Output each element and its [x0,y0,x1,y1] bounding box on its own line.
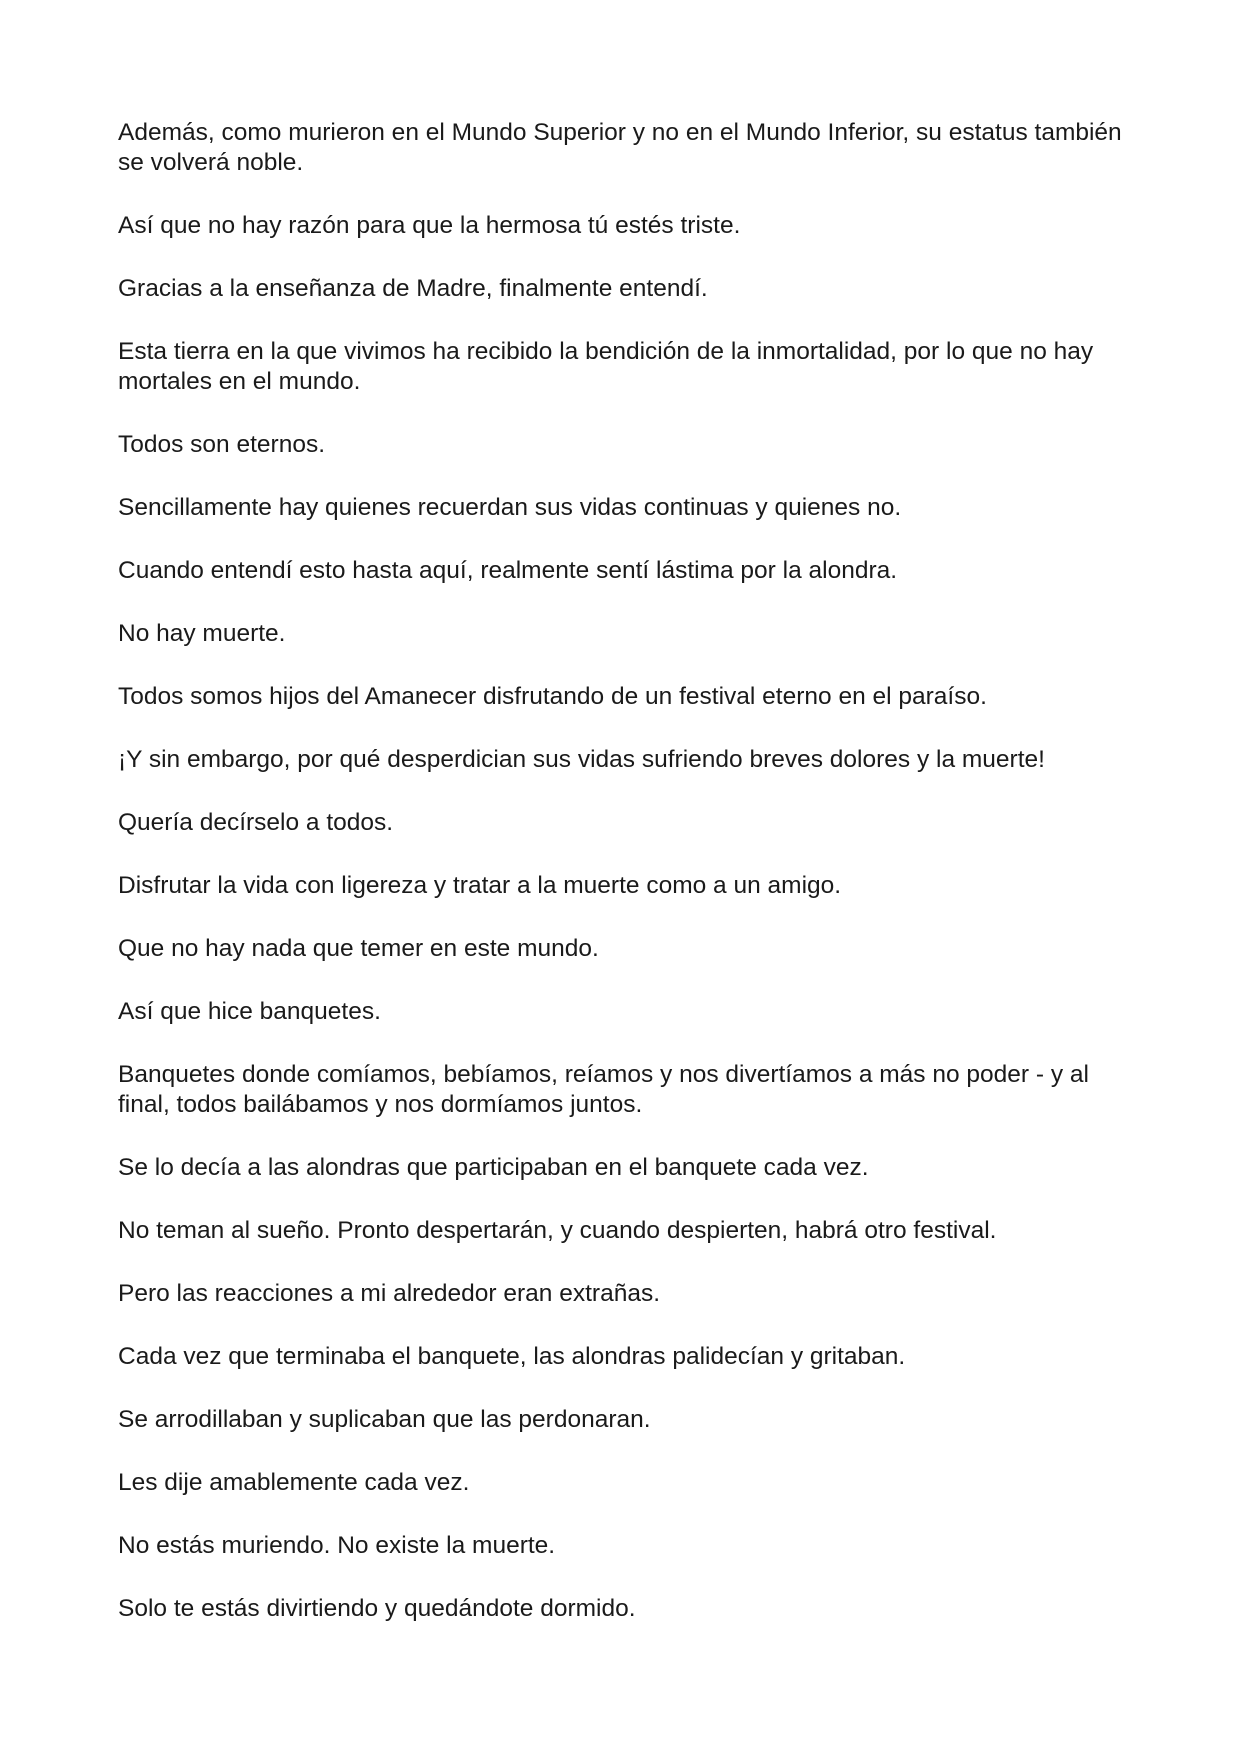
paragraph: Banquetes donde comíamos, bebíamos, reíamos y nos divertíamos a más no poder - y al final, todos bailábamos y nos dormíamos juntos. [118,1061,1089,1118]
paragraph: Así que hice banquetes. [118,998,381,1025]
paragraph: No teman al sueño. Pronto despertarán, y cuando despierten, habrá otro festival. [118,1217,997,1244]
paragraph: Solo te estás divirtiendo y quedándote dormido. [118,1595,636,1622]
paragraph: Esta tierra en la que vivimos ha recibido la bendición de la inmortalidad, por lo que no hay mortales en el mundo. [118,338,1094,395]
document-body [118,118,1138,1657]
paragraph: No estás muriendo. No existe la muerte. [118,1532,556,1559]
paragraph: ¡Y sin embargo, por qué desperdician sus vidas sufriendo breves dolores y la muerte! [118,746,1045,773]
paragraph: Quería decírselo a todos. [118,809,394,836]
paragraph: Se arrodillaban y suplicaban que las perdonaran. [118,1406,651,1433]
paragraph: No hay muerte. [118,620,286,647]
paragraph: Sencillamente hay quienes recuerdan sus vidas continuas y quienes no. [118,494,902,521]
paragraph: Pero las reacciones a mi alrededor eran extrañas. [118,1280,661,1307]
paragraph: Así que no hay razón para que la hermosa tú estés triste. [118,212,741,239]
paragraph: Les dije amablemente cada vez. [118,1469,470,1496]
paragraph: Todos somos hijos del Amanecer disfrutando de un festival eterno en el paraíso. [118,683,987,710]
paragraph: Todos son eternos. [118,431,326,458]
paragraph: Que no hay nada que temer en este mundo. [118,935,599,962]
paragraph: Se lo decía a las alondras que participaban en el banquete cada vez. [118,1154,869,1181]
paragraph: Cuando entendí esto hasta aquí, realmente sentí lástima por la alondra. [118,557,898,584]
paragraph: Disfrutar la vida con ligereza y tratar a la muerte como a un amigo. [118,872,842,899]
paragraph: Cada vez que terminaba el banquete, las alondras palidecían y gritaban. [118,1343,906,1370]
paragraph: Además, como murieron en el Mundo Superior y no en el Mundo Inferior, su estatus también se volverá noble. [118,119,1122,176]
paragraph: Gracias a la enseñanza de Madre, finalmente entendí. [118,275,708,302]
